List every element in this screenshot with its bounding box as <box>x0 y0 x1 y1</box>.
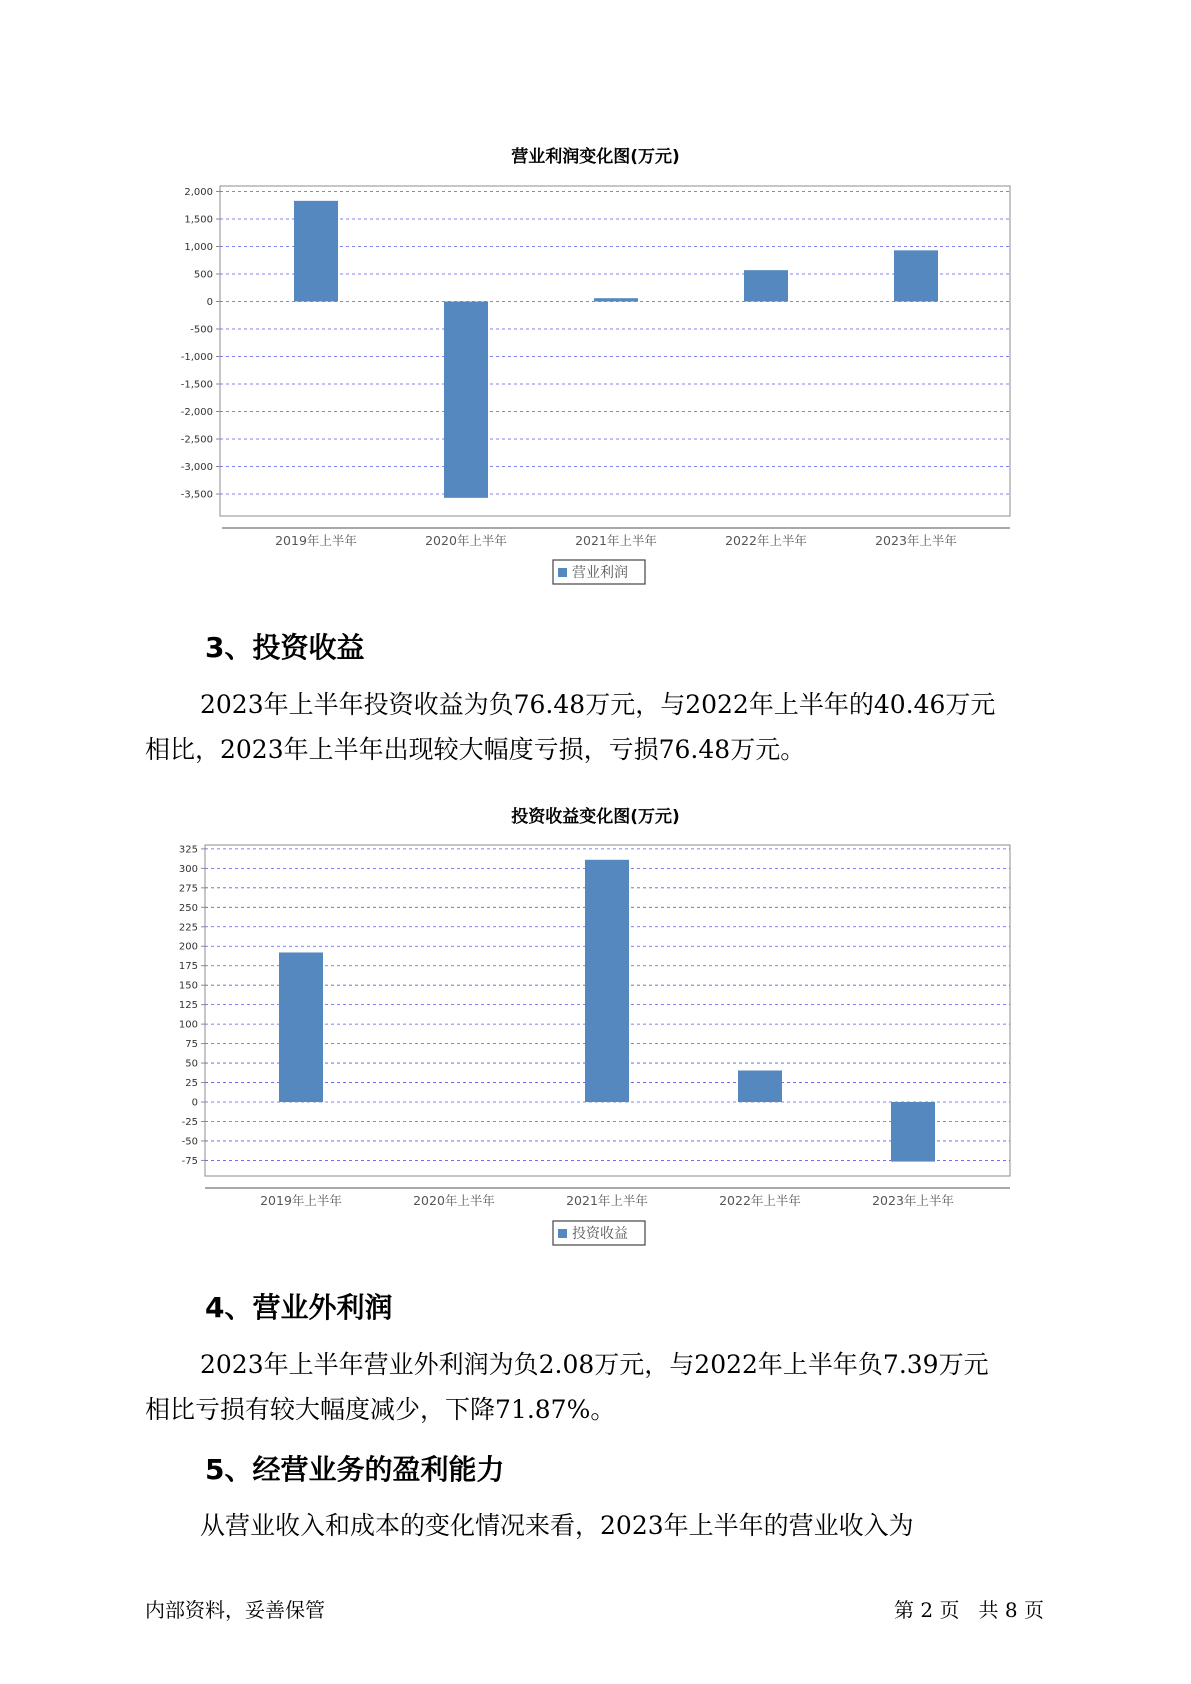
section-heading-non-operating-profit: 4、营业外利润 <box>205 1291 393 1324</box>
y-tick-label: 200 <box>178 941 198 953</box>
paragraph-line: 2023年上半年投资收益为负76.48万元，与2022年上半年的40.46万元 <box>200 690 996 719</box>
x-tick-label: 2023年上半年 <box>875 533 957 548</box>
paragraph-line: 从营业收入和成本的变化情况来看，2023年上半年的营业收入为 <box>200 1511 914 1540</box>
legend-swatch <box>558 568 567 577</box>
chart-title: 营业利润变化图(万元) <box>511 147 680 167</box>
paragraph-line: 相比，2023年上半年出现较大幅度亏损，亏损76.48万元。 <box>145 735 806 764</box>
y-tick-label: 125 <box>178 1000 198 1012</box>
y-tick-label: -3,000 <box>180 462 213 473</box>
x-tick-label: 2021年上半年 <box>566 1193 648 1208</box>
x-tick-label: 2022年上半年 <box>719 1193 801 1208</box>
legend <box>553 560 645 584</box>
y-tick-label: 1,500 <box>184 214 213 226</box>
bar <box>585 860 629 1102</box>
paragraph-investment-income <box>145 682 1045 772</box>
legend-label: 投资收益 <box>572 1226 628 1242</box>
y-tick-label: 325 <box>178 844 198 856</box>
x-tick-label: 2021年上半年 <box>575 533 657 548</box>
x-tick-label: 2023年上半年 <box>872 1193 954 1208</box>
bar <box>744 270 788 301</box>
bar <box>738 1071 782 1103</box>
legend <box>553 1221 645 1245</box>
y-tick-label: 225 <box>178 922 198 934</box>
y-tick-label: -3,500 <box>180 489 213 501</box>
paragraph-line: 2023年上半年营业外利润为负2.08万元，与2022年上半年负7.39万元 <box>200 1350 989 1379</box>
chart-svg <box>0 140 1191 600</box>
bar <box>891 1102 935 1162</box>
y-tick-label: -75 <box>181 1155 198 1167</box>
bar <box>279 952 323 1102</box>
footer-confidential-note: 内部资料，妥善保管 <box>145 1598 325 1622</box>
section-heading-profitability: 5、经营业务的盈利能力 <box>205 1453 505 1486</box>
plot-area <box>220 186 1010 516</box>
y-tick-label: 250 <box>178 902 198 914</box>
footer-page-number: 第 2 页 共 8 页 <box>894 1598 1044 1622</box>
section-heading-investment-income: 3、投资收益 <box>205 631 365 664</box>
paragraph-profitability <box>145 1503 1045 1548</box>
bar <box>894 250 938 301</box>
chart-svg <box>0 800 1191 1260</box>
y-tick-label: -2,000 <box>180 407 213 418</box>
y-tick-label: 50 <box>185 1058 198 1070</box>
y-tick-label: -1,000 <box>180 352 213 363</box>
y-tick-label: 100 <box>178 1019 198 1031</box>
y-tick-label: -500 <box>190 324 213 336</box>
y-tick-label: -25 <box>181 1116 198 1128</box>
paragraph-non-operating-profit <box>145 1342 1045 1432</box>
chart-title: 投资收益变化图(万元) <box>511 807 680 827</box>
paragraph-line: 相比亏损有较大幅度减少，下降71.87%。 <box>145 1395 616 1424</box>
y-tick-label: 150 <box>178 980 198 992</box>
y-tick-label: 25 <box>185 1078 198 1090</box>
legend-label: 营业利润 <box>572 565 628 581</box>
bar <box>294 201 338 302</box>
y-tick-label: -50 <box>181 1136 198 1148</box>
y-tick-label: 175 <box>178 961 198 973</box>
x-tick-label: 2019年上半年 <box>275 533 357 548</box>
y-tick-label: 500 <box>193 269 213 281</box>
y-tick-label: 75 <box>185 1039 198 1051</box>
x-tick-label: 2020年上半年 <box>413 1193 495 1208</box>
x-tick-label: 2019年上半年 <box>260 1193 342 1208</box>
y-tick-label: 275 <box>178 883 198 895</box>
y-tick-label: 0 <box>191 1097 198 1109</box>
y-tick-label: -1,500 <box>180 379 213 391</box>
y-tick-label: 1,000 <box>184 242 213 253</box>
bar <box>594 298 638 301</box>
legend-swatch <box>558 1229 567 1238</box>
x-tick-label: 2020年上半年 <box>425 533 507 548</box>
x-tick-label: 2022年上半年 <box>725 533 807 548</box>
y-tick-label: 300 <box>178 863 198 875</box>
y-tick-label: 0 <box>206 297 213 308</box>
y-tick-label: -2,500 <box>180 434 213 446</box>
bar <box>444 302 488 498</box>
y-tick-label: 2,000 <box>184 187 213 198</box>
